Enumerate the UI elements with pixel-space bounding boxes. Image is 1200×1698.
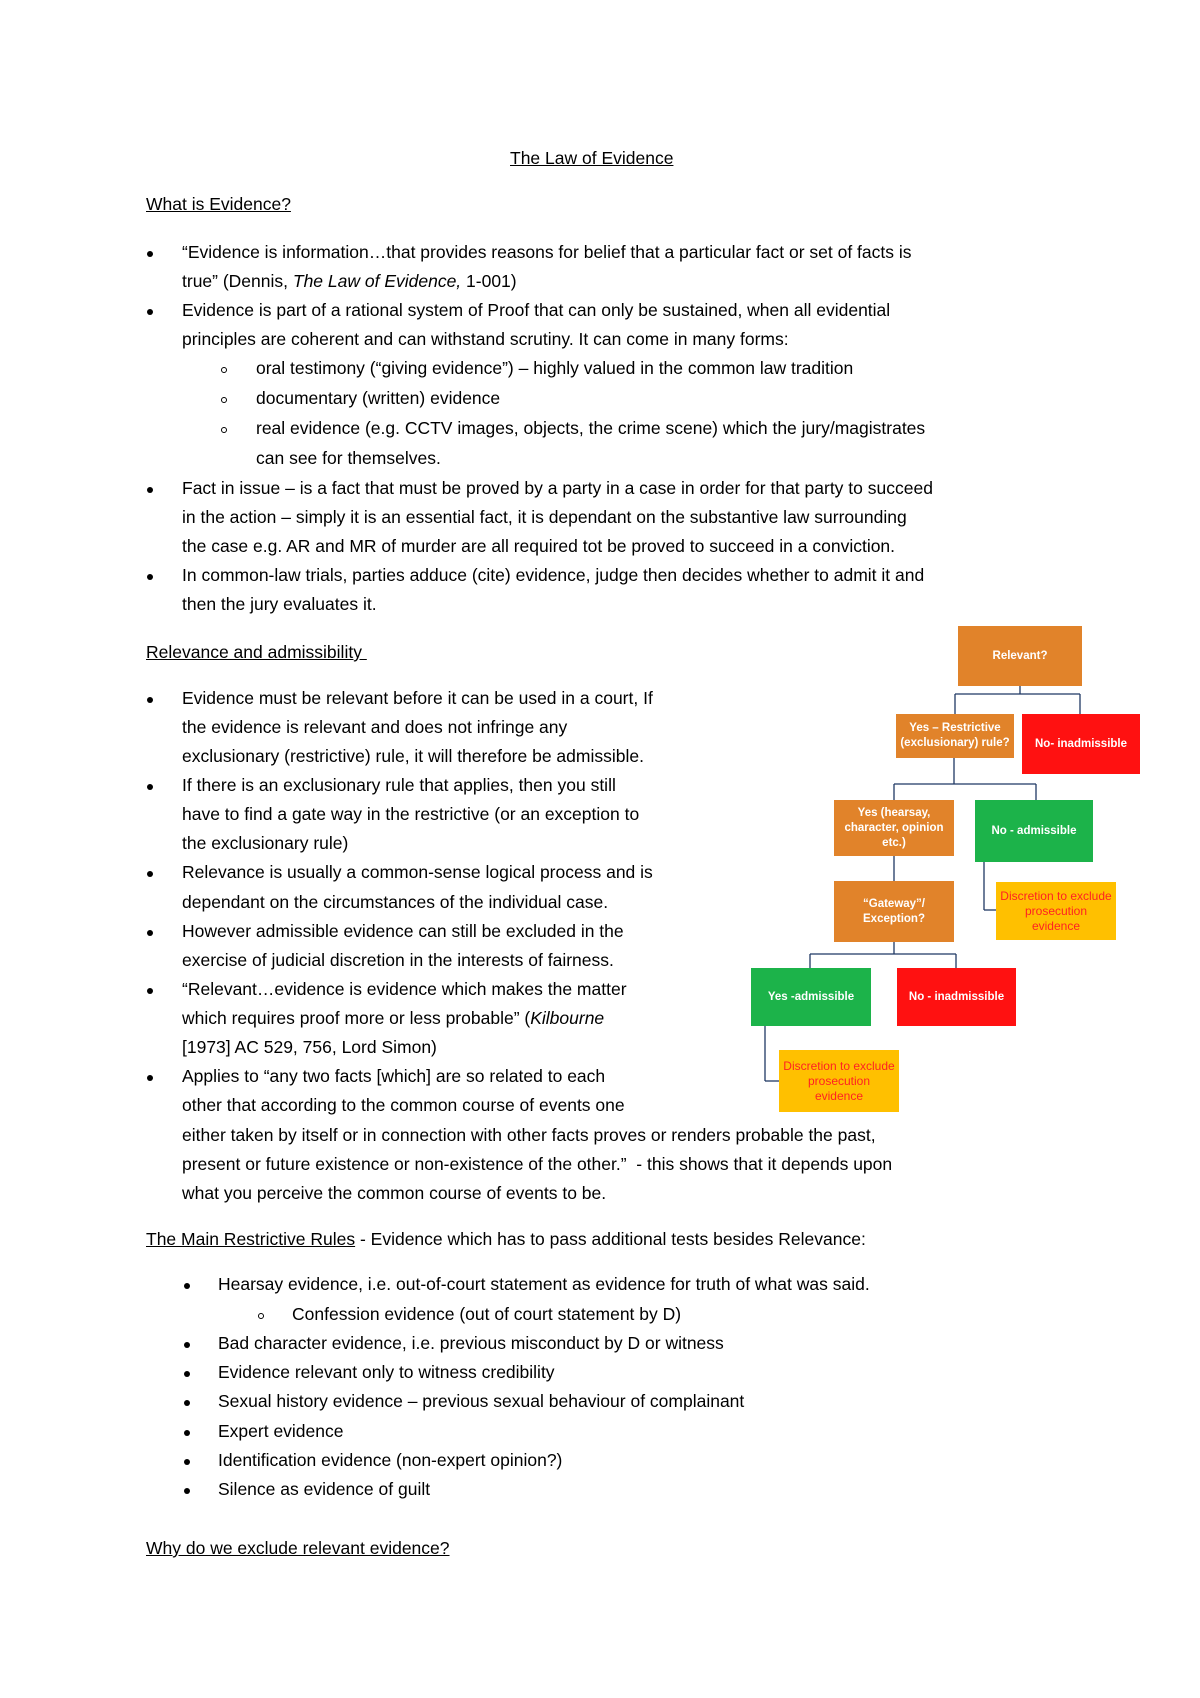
text-line: present or future existence or non-existence of the other.” - this shows that it depends upon xyxy=(182,1154,893,1174)
case-name: Kilbourne xyxy=(530,1008,605,1028)
text-line: in the action – simply it is an essential fact, it is dependant on the substantive law surrounding xyxy=(182,507,907,527)
flow-node-gateway: “Gateway”/ Exception? xyxy=(834,881,954,942)
list-item: Evidence relevant only to witness credibility xyxy=(218,1362,555,1382)
text-line: oral testimony (“giving evidence”) – highly valued in the common law tradition xyxy=(256,358,854,378)
text-line: In common-law trials, parties adduce (cite) evidence, judge then decides whether to admit it and xyxy=(182,565,925,585)
list-item: Sexual history evidence – previous sexual behaviour of complainant xyxy=(218,1391,745,1411)
flow-node-no-inadmissible: No - inadmissible xyxy=(897,968,1016,1026)
text-line: Evidence is part of a rational system of Proof that can only be sustained, when all evidential xyxy=(182,300,891,320)
list-item: Silence as evidence of guilt xyxy=(218,1479,431,1499)
text-line: Applies to “any two facts [which] are so related to each xyxy=(182,1066,606,1086)
text-line: documentary (written) evidence xyxy=(256,388,501,408)
text-line: the evidence is relevant and does not infringe any xyxy=(182,717,568,737)
text-line: the exclusionary rule) xyxy=(182,833,349,853)
flow-node-no-inadmissible: No- inadmissible xyxy=(1022,714,1140,774)
list-item: Bad character evidence, i.e. previous misconduct by D or witness xyxy=(218,1333,724,1353)
text-line: If there is an exclusionary rule that applies, then you still xyxy=(182,775,616,795)
text-line: other that according to the common course of events one xyxy=(182,1095,625,1115)
text-line: “Relevant…evidence is evidence which makes the matter xyxy=(182,979,627,999)
text-line: true” (Dennis, The Law of Evidence, 1-001) xyxy=(182,271,517,291)
text-line: can see for themselves. xyxy=(256,448,441,468)
flow-node-no-admissible: No - admissible xyxy=(975,800,1093,862)
heading-what-is-evidence: What is Evidence? xyxy=(146,194,291,214)
text-line: either taken by itself or in connection with other facts proves or renders probable the past, xyxy=(182,1125,876,1145)
heading-why-exclude: Why do we exclude relevant evidence? xyxy=(146,1538,450,1558)
text-line: exclusionary (restrictive) rule, it will therefore be admissible. xyxy=(182,746,644,766)
text-line: “Evidence is information…that provides reasons for belief that a particular fact or set of facts is xyxy=(182,242,912,262)
heading-relevance: Relevance and admissibility xyxy=(146,642,367,662)
text-line: dependant on the circumstances of the individual case. xyxy=(182,892,609,912)
flow-node-relevant: Relevant? xyxy=(958,626,1082,686)
text-line: real evidence (e.g. CCTV images, objects, the crime scene) which the jury/magistrates xyxy=(256,418,926,438)
text-line: exercise of judicial discretion in the interests of fairness. xyxy=(182,950,614,970)
list-item: Confession evidence (out of court statement by D) xyxy=(292,1304,682,1324)
text-line: Fact in issue – is a fact that must be proved by a party in a case in order for that party to succeed xyxy=(182,478,933,498)
flow-node-yes-hearsay: Yes (hearsay, character, opinion etc.) xyxy=(834,800,954,856)
text-line: Relevance is usually a common-sense logical process and is xyxy=(182,862,653,882)
text-line: [1973] AC 529, 756, Lord Simon) xyxy=(182,1037,437,1057)
text-line: what you perceive the common course of events to be. xyxy=(182,1183,607,1203)
text-line: which requires proof more or less probable” (Kilbourne xyxy=(182,1008,605,1028)
list-item: Hearsay evidence, i.e. out-of-court statement as evidence for truth of what was said. xyxy=(218,1274,870,1294)
text-line: the case e.g. AR and MR of murder are all required tot be proved to succeed in a conviction. xyxy=(182,536,896,556)
heading-restrictive-rules: The Main Restrictive Rules - Evidence which has to pass additional tests besides Relevance: xyxy=(146,1229,866,1249)
flow-node-discretion: Discretion to exclude prosecution evidence xyxy=(779,1050,899,1112)
flow-node-yes-admissible: Yes -admissible xyxy=(751,968,871,1026)
text-line: principles are coherent and can withstand scrutiny. It can come in many forms: xyxy=(182,329,789,349)
flow-node-discretion: Discretion to exclude prosecution evidence xyxy=(996,882,1116,940)
text-line: However admissible evidence can still be excluded in the xyxy=(182,921,624,941)
text-line: Evidence must be relevant before it can be used in a court, If xyxy=(182,688,653,708)
text-line: then the jury evaluates it. xyxy=(182,594,377,614)
list-item: Expert evidence xyxy=(218,1421,344,1441)
page-title: The Law of Evidence xyxy=(510,148,674,168)
list-item: Identification evidence (non-expert opinion?) xyxy=(218,1450,563,1470)
citation-title: The Law of Evidence, xyxy=(292,271,462,291)
flow-node-yes-restrictive: Yes – Restrictive (exclusionary) rule? xyxy=(896,714,1014,758)
text-line: have to find a gate way in the restrictive (or an exception to xyxy=(182,804,640,824)
